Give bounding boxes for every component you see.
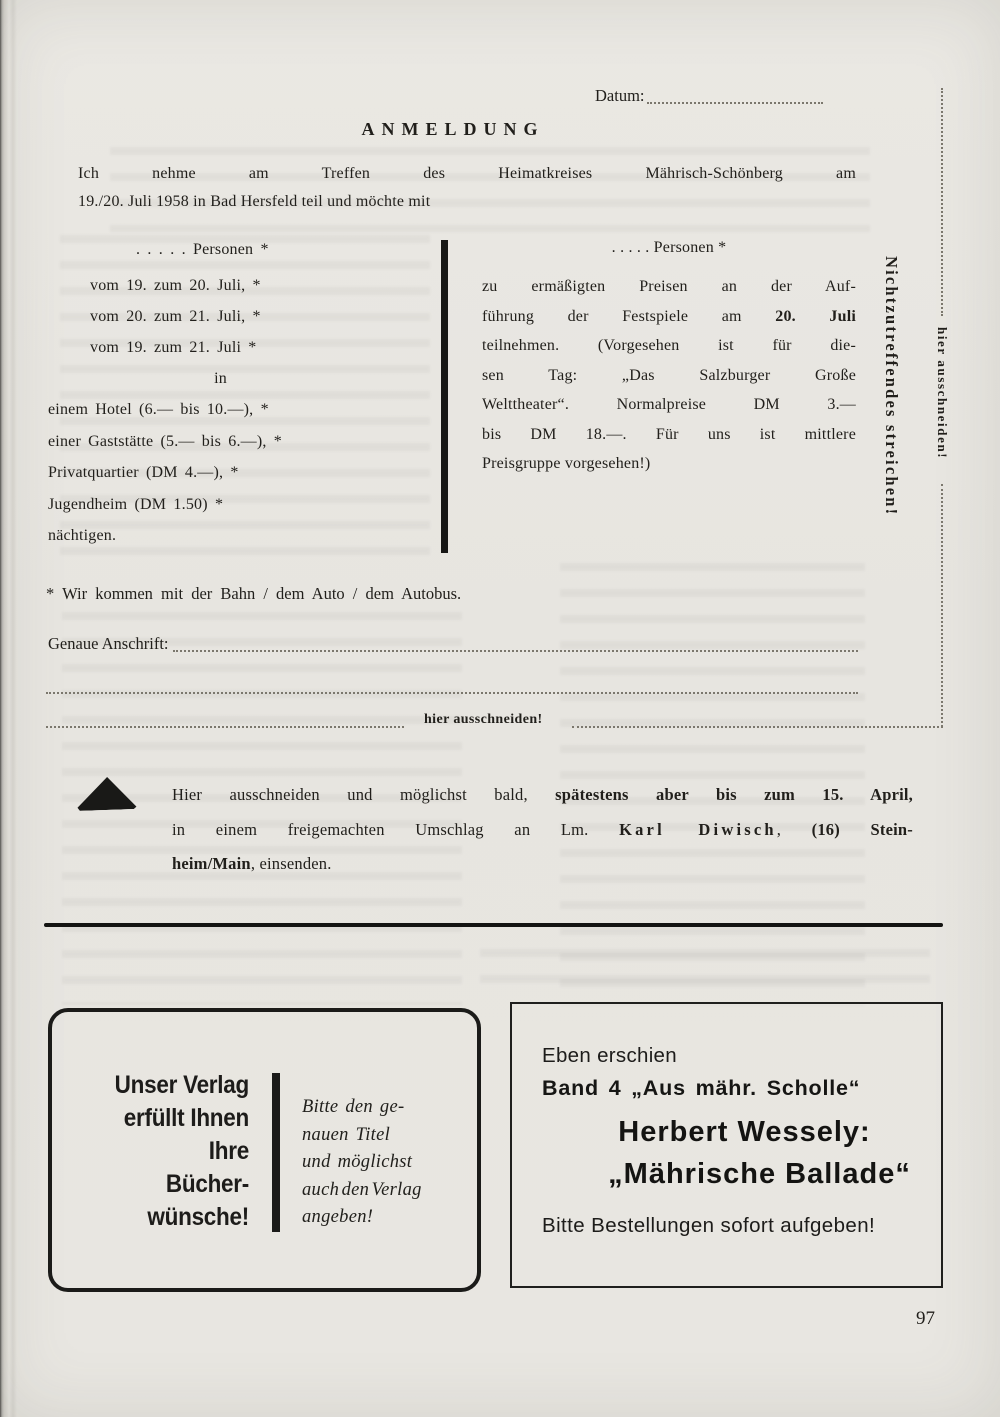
headline-line: Ihre xyxy=(208,1137,249,1165)
intro-line-1: Ich nehme am Treffen des Heimatkreises Mährisch-Schönberg am xyxy=(78,165,856,182)
lodging-option-line: einer Gaststätte (5.— bis 6.—), * xyxy=(48,432,282,450)
cut-here-note-vertical: hier ausschneiden! xyxy=(935,327,950,460)
cut-marker-triangle-icon xyxy=(76,776,136,811)
lodging-option-line: Privatquartier (DM 4.—), * xyxy=(48,464,239,481)
instruction-segment: Hier ausschneiden und möglichst bald, xyxy=(172,785,556,804)
page-number: 97 xyxy=(916,1308,935,1329)
festival-text-line: Preisgruppe vorgesehen!) xyxy=(482,455,651,472)
deadline-bold: spätestens aber bis zum 15. April, xyxy=(555,785,913,804)
date-option-line: vom 19. zum 21. Juli * xyxy=(90,339,257,356)
book-ad-title: „Mährische Ballade“ xyxy=(608,1158,911,1190)
instruction-segment: , einsenden. xyxy=(250,854,332,873)
ad-divider-bar xyxy=(272,1073,280,1232)
instruction-segment: in einem freigemachten Umschlag an Lm. xyxy=(172,819,620,839)
festival-text-line: teilnehmen. (Vorgesehen ist für die- xyxy=(482,337,856,354)
festival-column xyxy=(482,239,856,479)
address-label: Genaue Anschrift: xyxy=(48,634,169,653)
datum-label: Datum: xyxy=(595,86,645,105)
postal-code-bold: (16) xyxy=(811,819,871,839)
bleed-through-texture xyxy=(480,942,930,997)
lodging-column xyxy=(48,241,440,552)
note-line: Bitte den ge- xyxy=(302,1097,405,1117)
festival-text-line: sen Tag: „Das Salzburger Große xyxy=(482,366,856,384)
headline-line: Unser Verlag xyxy=(114,1071,249,1099)
date-option-line: vom 20. zum 21. Juli, * xyxy=(90,308,261,325)
cut-here-note-horizontal: hier ausschneiden! xyxy=(424,712,543,727)
note-line: auch den Verlag xyxy=(302,1179,422,1200)
note-line: und möglichst xyxy=(302,1152,413,1172)
town-bold: heim/Main xyxy=(172,854,251,873)
instruction-line-2 xyxy=(172,813,913,848)
publisher-ad-box xyxy=(48,1008,481,1292)
headline-line: wünsche! xyxy=(147,1203,249,1231)
book-ad-series: Band 4 „Aus mähr. Scholle“ xyxy=(542,1076,861,1100)
festival-text-line: Welttheater“. Normalpreise DM 3.— xyxy=(482,396,856,413)
address-fill-in-line-2 xyxy=(46,672,858,694)
festival-text-line: zu ermäßigten Preisen an der Auf- xyxy=(482,278,856,295)
cut-line-horizontal-left xyxy=(46,710,404,728)
town-bold: Stein- xyxy=(870,819,913,839)
mailing-instruction xyxy=(172,778,913,882)
cut-line-vertical-lower xyxy=(941,484,943,727)
cut-line-vertical-upper xyxy=(941,88,943,316)
lodging-option-line: nächtigen. xyxy=(48,527,117,544)
intro-paragraph xyxy=(78,160,856,216)
publisher-ad-headline xyxy=(88,1069,249,1234)
intro-line-2: 19./20. Juli 1958 in Bad Hersfeld teil und möchte mit xyxy=(78,193,431,210)
section-divider-rule xyxy=(44,923,943,927)
strike-out-note-vertical: Nichtzutreffendes streichen! xyxy=(882,256,901,517)
address-row xyxy=(48,634,858,654)
book-ad-box xyxy=(510,1002,943,1288)
persons-count-line: . . . . . Personen * xyxy=(611,239,727,256)
festival-text-line xyxy=(482,302,856,332)
headline-line: Bücher- xyxy=(165,1170,249,1198)
cut-line-horizontal-right xyxy=(572,710,943,728)
instruction-segment: , xyxy=(776,819,812,839)
headline-line: erfüllt Ihnen xyxy=(123,1104,249,1132)
travel-footnote: * Wir kommen mit der Bahn / dem Auto / dem Autobus. xyxy=(46,584,462,603)
lodging-option-line: einem Hotel (6.— bis 10.—), * xyxy=(48,401,269,418)
instruction-line-3 xyxy=(172,847,913,882)
lodging-option-line: Jugendheim (DM 1.50) * xyxy=(48,495,224,513)
book-ad-kicker: Eben erschien xyxy=(542,1044,677,1067)
page-edge-shadow xyxy=(0,0,9,1417)
in-word: in xyxy=(214,370,227,387)
note-line: angeben! xyxy=(302,1207,374,1227)
persons-count-line: . . . . . Personen * xyxy=(136,241,269,258)
note-line: nauen Titel xyxy=(302,1124,391,1145)
column-divider-bar xyxy=(441,240,448,553)
datum-fill-in-line xyxy=(647,102,824,104)
date-option-line: vom 19. zum 20. Juli, * xyxy=(90,277,261,294)
book-ad-author: Herbert Wessely: xyxy=(618,1116,871,1148)
page-fold-crease xyxy=(9,0,17,1417)
publisher-ad-note xyxy=(302,1094,422,1232)
address-fill-in-line-1 xyxy=(173,650,858,652)
instruction-line-1 xyxy=(172,778,913,813)
festival-text-line: bis DM 18.—. Für uns ist mittlere xyxy=(482,425,856,443)
festival-text-segment: führung der Festspiele am xyxy=(482,307,776,325)
datum-row xyxy=(595,86,823,106)
book-ad-cta: Bitte Bestellungen sofort aufgeben! xyxy=(542,1214,876,1237)
recipient-name-bold: Karl Diwisch xyxy=(619,819,777,839)
festival-date-bold: 20. Juli xyxy=(775,307,856,325)
form-title: ANMELDUNG xyxy=(361,119,545,139)
